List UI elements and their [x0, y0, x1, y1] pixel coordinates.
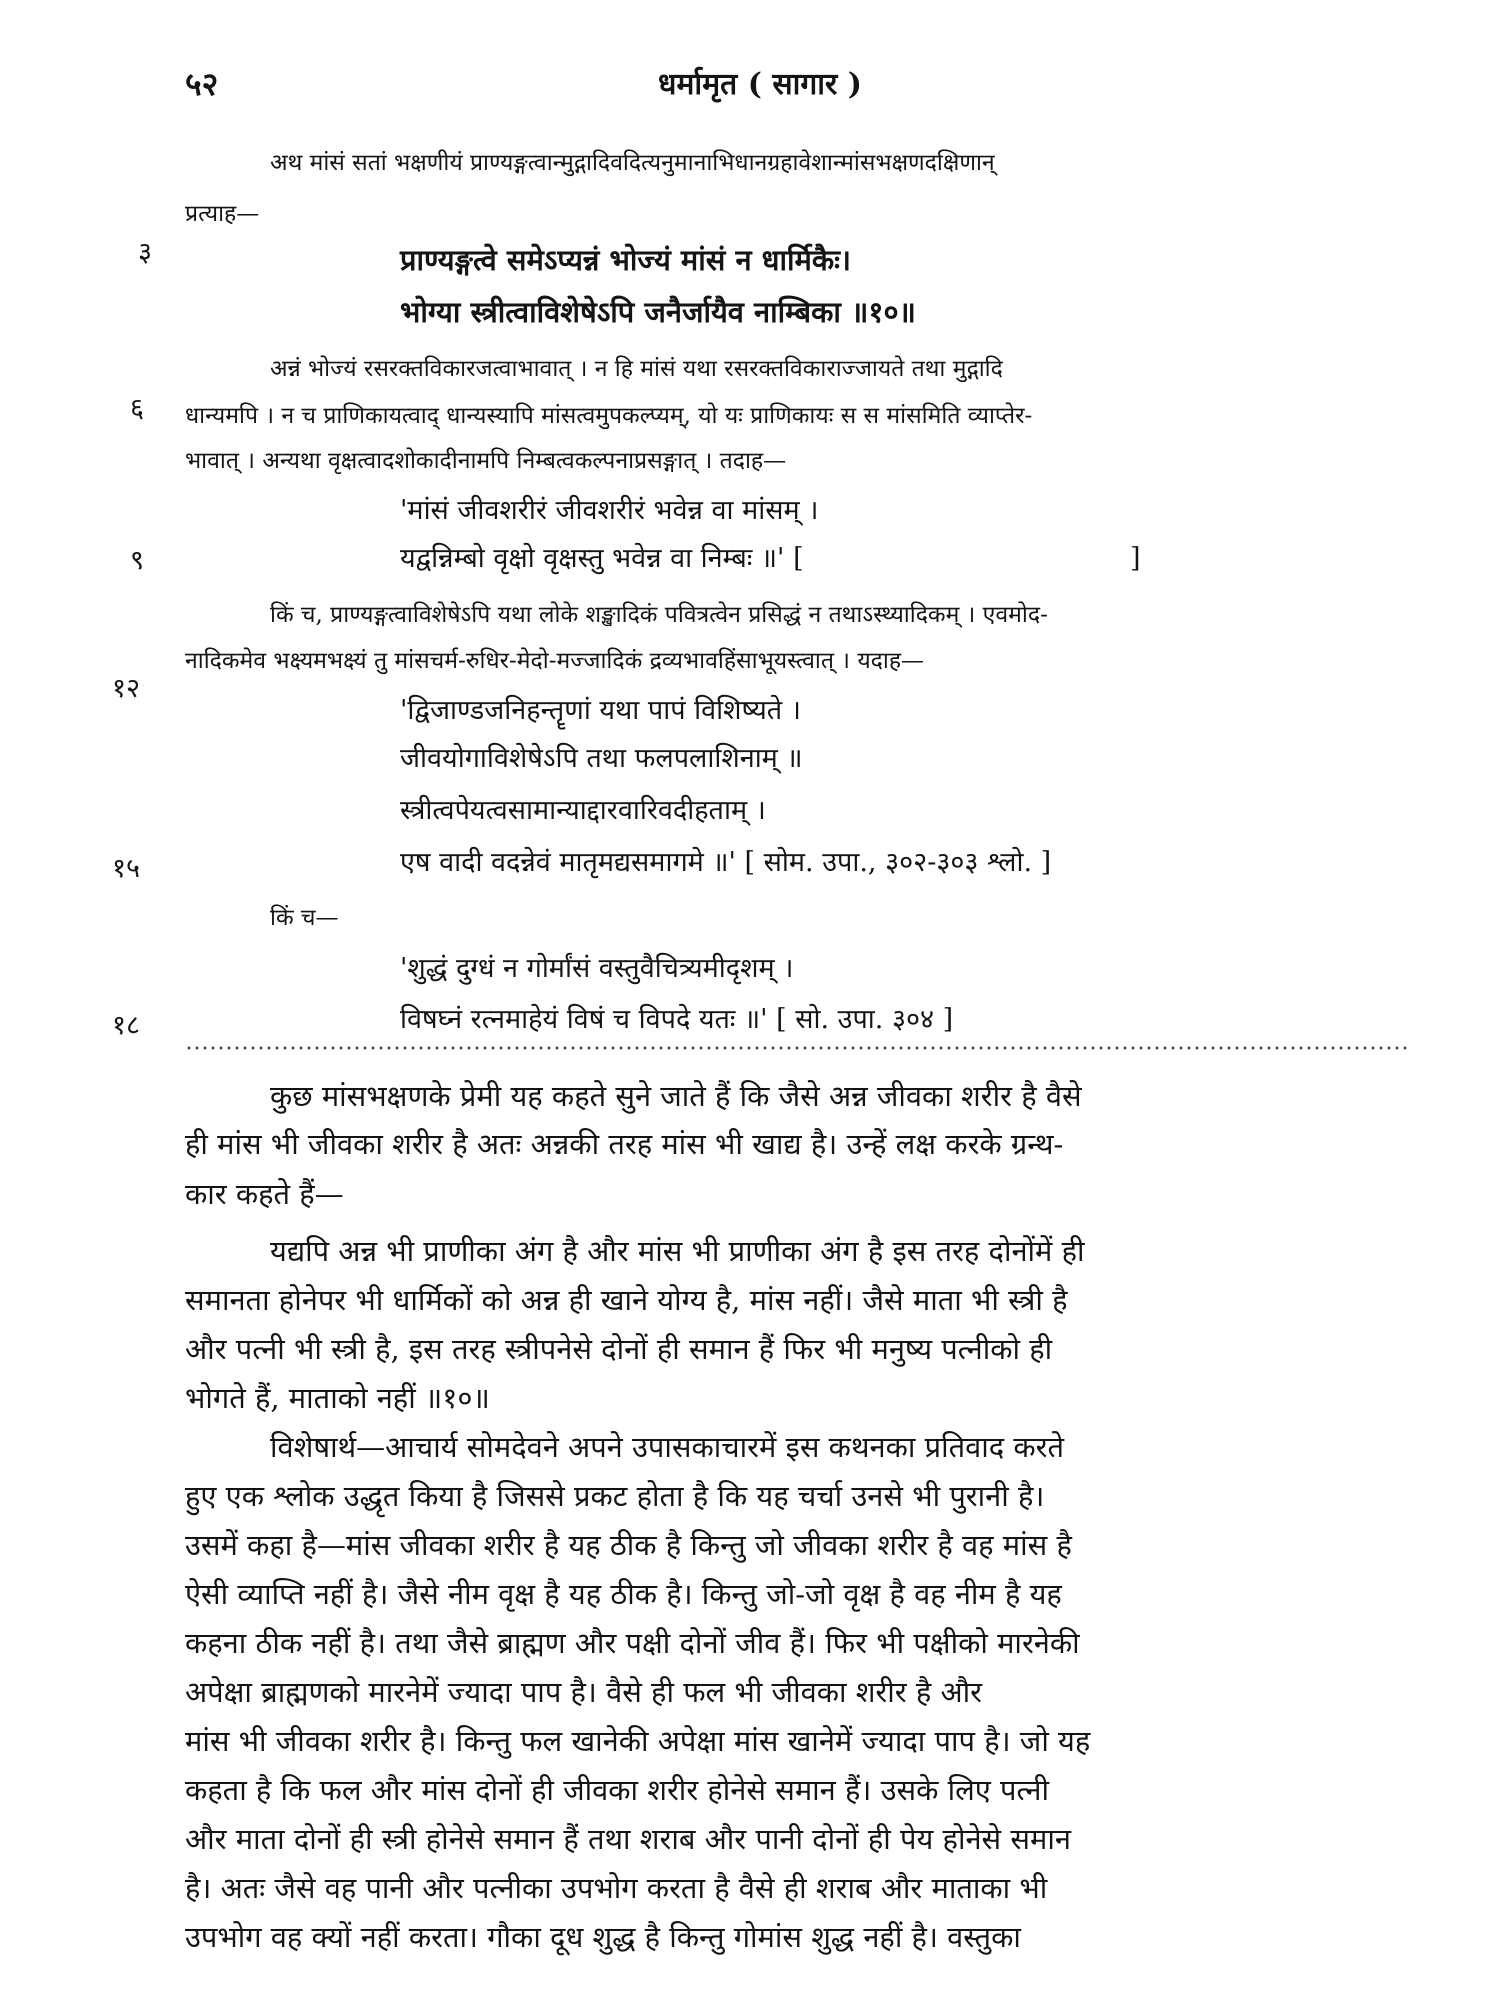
quoted-verse-line: विषघ्नं रत्नमाहेयं विषं च विपदे यतः ॥' [ सो. उपा. ३०४ ]	[400, 1004, 954, 1035]
translation-line: भोगते हैं, माताको नहीं ॥१०॥	[185, 1381, 490, 1415]
hindi-intro-line: ही मांस भी जीवका शरीर है अतः अन्नकी तरह मांस भी खाद्य है। उन्हें लक्ष करके ग्रन्थ-	[185, 1127, 1064, 1161]
explanation-line: है। अतः जैसे वह पानी और पत्नीका उपभोग करता है वैसे ही शराब और माताका भी	[185, 1871, 1048, 1905]
commentary-line: भावात् । अन्यथा वृक्षत्वादशोकादीनामपि निम्बत्वकल्पनाप्रसङ्गात् । तदाह—	[185, 448, 787, 474]
line-number: ६	[130, 393, 145, 424]
explanation-line: और माता दोनों ही स्त्री होनेसे समान हैं तथा शराब और पानी दोनों ही पेय होनेसे समान	[185, 1822, 1071, 1856]
translation-line: समानता होनेपर भी धार्मिकों को अन्न ही खाने योग्य है, मांस नहीं। जैसे माता भी स्त्री है	[185, 1283, 1068, 1317]
main-verse-line: प्राण्यङ्गत्वे समेऽप्यन्नं भोज्यं मांसं न धार्मिकैः।	[400, 243, 852, 277]
quoted-verse-bracket: ]	[1130, 543, 1141, 574]
wavy-divider	[185, 1044, 1410, 1052]
translation-line: यद्यपि अन्न भी प्राणीका अंग है और मांस भी प्राणीका अंग है इस तरह दोनोंमें ही	[270, 1234, 1085, 1268]
explanation-line: उसमें कहा है—मांस जीवका शरीर है यह ठीक है किन्तु जो जीवका शरीर है वह मांस है	[185, 1528, 1072, 1562]
quoted-verse-line: 'द्विजाण्डजनिहन्तॄणां यथा पापं विशिष्यते ।	[400, 695, 801, 726]
quoted-verse-line: एष वादी वदन्नेवं मातृमद्यसमागमे ॥' [ सोम. उपा., ३०२-३०३ श्लो. ]	[400, 847, 1052, 878]
quoted-verse-line: स्त्रीत्वपेयत्वसामान्याद्दारवारिवदीहताम् ।	[400, 795, 766, 826]
explanation-line: उपभोग वह क्यों नहीं करता। गौका दूध शुद्ध है किन्तु गोमांस शुद्ध नहीं है। वस्तुका	[185, 1920, 1021, 1954]
hindi-intro-line: कार कहते हैं—	[185, 1177, 344, 1211]
kim-cha-heading: किं च—	[270, 905, 339, 931]
line-number: १८	[112, 1010, 141, 1041]
commentary-line: नादिकमेव भक्ष्यमभक्ष्यं तु मांसचर्म-रुधिर-मेदो-मज्जादिकं द्रव्यभावहिंसाभूयस्त्वात् । यदाह—	[185, 648, 925, 674]
commentary-line: किं च, प्राण्यङ्गत्वाविशेषेऽपि यथा लोके शङ्खादिकं पवित्रत्वेन प्रसिद्धं न तथाऽस्थ्यादिकम् । एवमोद-	[270, 602, 1048, 628]
explanation-line: अपेक्षा ब्राह्मणको मारनेमें ज्यादा पाप है। वैसे ही फल भी जीवका शरीर है और	[185, 1675, 983, 1709]
explanation-line: कहता है कि फल और मांस दोनों ही जीवका शरीर होनेसे समान हैं। उसके लिए पत्नी	[185, 1773, 1050, 1807]
commentary-line: धान्यमपि । न च प्राणिकायत्वाद् धान्यस्यापि मांसत्वमुपकल्प्यम्, यो यः प्राणिकायः स स मांसमिति व्याप्तेर-	[185, 403, 1033, 429]
main-verse-line: भोग्या स्त्रीत्वाविशेषेऽपि जनैर्जायैव नाम्बिका ॥१०॥	[400, 295, 916, 329]
sanskrit-intro-line: अथ मांसं सतां भक्षणीयं प्राण्यङ्गत्वान्मुद्गादिवदित्यनुमानाभिधानग्रहावेशान्मांसभक्षणदक्षिणान्	[270, 150, 995, 176]
hindi-intro-line: कुछ मांसभक्षणके प्रेमी यह कहते सुने जाते हैं कि जैसे अन्न जीवका शरीर है वैसे	[270, 1079, 1082, 1113]
line-number: ३	[138, 237, 153, 268]
translation-line: और पत्नी भी स्त्री है, इस तरह स्त्रीपनेसे दोनों ही समान हैं फिर भी मनुष्य पत्नीको ही	[185, 1332, 1053, 1366]
explanation-line: हुए एक श्लोक उद्धृत किया है जिससे प्रकट होता है कि यह चर्चा उनसे भी पुरानी है।	[185, 1479, 1045, 1513]
line-number: ९	[130, 545, 145, 576]
page-number: ५२	[185, 65, 219, 103]
quoted-verse-line: यद्वन्निम्बो वृक्षो वृक्षस्तु भवेन्न वा निम्बः ॥' [	[400, 543, 804, 574]
explanation-line: ऐसी व्याप्ति नहीं है। जैसे नीम वृक्ष है यह ठीक है। किन्तु जो-जो वृक्ष है वह नीम है यह	[185, 1577, 1062, 1611]
explanation-line: मांस भी जीवका शरीर है। किन्तु फल खानेकी अपेक्षा मांस खानेमें ज्यादा पाप है। जो यह	[185, 1724, 1091, 1758]
quoted-verse-line: 'शुद्धं दुग्धं न गोर्मांसं वस्तुवैचित्र्यमीदृशम् ।	[400, 953, 794, 984]
sanskrit-intro-line: प्रत्याह—	[185, 201, 260, 227]
line-number: १२	[112, 673, 141, 704]
commentary-line: अन्नं भोज्यं रसरक्तविकारजत्वाभावात् । न हि मांसं यथा रसरक्तविकाराज्जायते तथा मुद्गादि	[270, 356, 1003, 382]
line-number: १५	[112, 853, 141, 884]
quoted-verse-line: जीवयोगाविशेषेऽपि तथा फलपलाशिनाम् ॥	[400, 743, 803, 774]
explanation-line: कहना ठीक नहीं है। तथा जैसे ब्राह्मण और पक्षी दोनों जीव हैं। फिर भी पक्षीको मारनेकी	[185, 1626, 1080, 1660]
quoted-verse-line: 'मांसं जीवशरीरं जीवशरीरं भवेन्न वा मांसम् ।	[400, 495, 819, 526]
running-head-title: धर्मामृत ( सागार )	[658, 67, 862, 102]
explanation-line: विशेषार्थ—आचार्य सोमदेवने अपने उपासकाचारमें इस कथनका प्रतिवाद करते	[270, 1430, 1065, 1464]
